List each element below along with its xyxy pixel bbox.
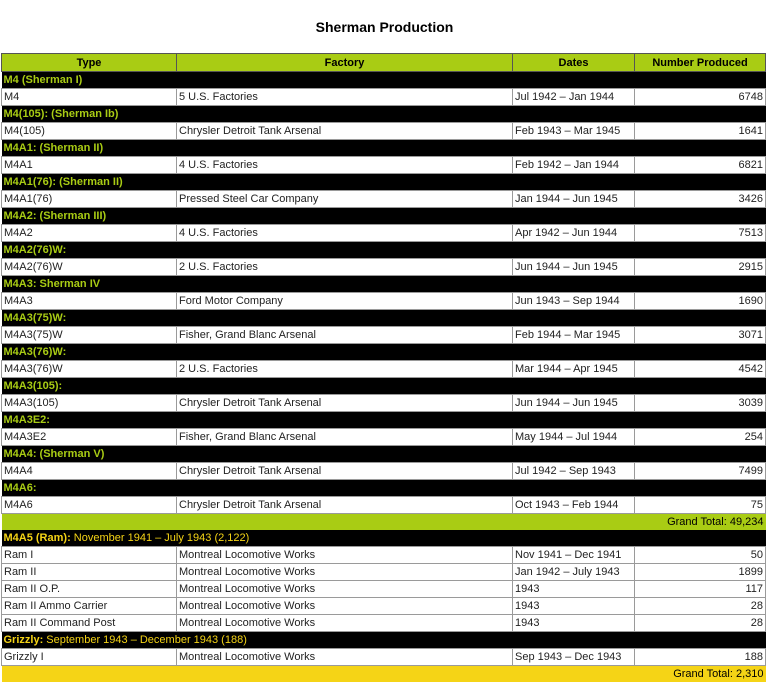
factory-cell: Chrysler Detroit Tank Arsenal xyxy=(177,463,513,480)
group-header xyxy=(2,344,766,361)
number-cell: 3071 xyxy=(635,327,766,344)
type-cell: Grizzly I xyxy=(2,649,177,666)
type-cell: M4A2 xyxy=(2,225,177,242)
number-cell: 2915 xyxy=(635,259,766,276)
type-cell: M4A6 xyxy=(2,497,177,514)
number-cell: 28 xyxy=(635,598,766,615)
group-detail: November 1941 – July 1943 (2,122) xyxy=(74,532,250,544)
factory-cell: Fisher, Grand Blanc Arsenal xyxy=(177,327,513,344)
factory-cell: Montreal Locomotive Works xyxy=(177,581,513,598)
number-cell: 3039 xyxy=(635,395,766,412)
dates-cell: Feb 1944 – Mar 1945 xyxy=(513,327,635,344)
dates-cell: 1943 xyxy=(513,598,635,615)
table-row xyxy=(2,649,766,666)
grand-total: Grand Total: 2,310 xyxy=(2,666,766,682)
group-header-row xyxy=(2,310,766,327)
factory-cell: 2 U.S. Factories xyxy=(177,259,513,276)
group-name: M4A5 (Ram): xyxy=(4,532,71,544)
group-header-row xyxy=(2,480,766,497)
group-header xyxy=(2,310,766,327)
table-row xyxy=(2,564,766,581)
group-name: M4A4: (Sherman V) xyxy=(4,448,105,460)
factory-cell: Fisher, Grand Blanc Arsenal xyxy=(177,429,513,446)
number-cell: 3426 xyxy=(635,191,766,208)
type-cell: M4 xyxy=(2,89,177,106)
table-body xyxy=(2,72,766,682)
group-name: M4A1: (Sherman II) xyxy=(4,142,104,154)
table-row xyxy=(2,547,766,564)
factory-cell: Montreal Locomotive Works xyxy=(177,547,513,564)
group-header-row xyxy=(2,106,766,123)
column-header-number: Number Produced xyxy=(635,54,766,72)
group-header xyxy=(2,276,766,293)
table-row xyxy=(2,123,766,140)
group-name: M4A3(76)W: xyxy=(4,346,67,358)
table-row xyxy=(2,259,766,276)
dates-cell: Feb 1943 – Mar 1945 xyxy=(513,123,635,140)
table-row xyxy=(2,191,766,208)
dates-cell: Jul 1942 – Sep 1943 xyxy=(513,463,635,480)
type-cell: Ram I xyxy=(2,547,177,564)
group-header xyxy=(2,446,766,463)
table-row xyxy=(2,615,766,632)
group-name: M4(105): (Sherman Ib) xyxy=(4,108,119,120)
number-cell: 254 xyxy=(635,429,766,446)
production-table xyxy=(1,53,766,682)
number-cell: 117 xyxy=(635,581,766,598)
group-header xyxy=(2,106,766,123)
factory-cell: Chrysler Detroit Tank Arsenal xyxy=(177,497,513,514)
group-header-row xyxy=(2,446,766,463)
number-cell: 188 xyxy=(635,649,766,666)
type-cell: M4A3 xyxy=(2,293,177,310)
group-header xyxy=(2,530,766,547)
factory-cell: Ford Motor Company xyxy=(177,293,513,310)
group-header xyxy=(2,480,766,497)
group-name: M4A2: (Sherman III) xyxy=(4,210,107,222)
type-cell: M4A3E2 xyxy=(2,429,177,446)
dates-cell: Jan 1944 – Jun 1945 xyxy=(513,191,635,208)
number-cell: 28 xyxy=(635,615,766,632)
group-name: M4A2(76)W: xyxy=(4,244,67,256)
number-cell: 7513 xyxy=(635,225,766,242)
group-header-row xyxy=(2,632,766,649)
dates-cell: Feb 1942 – Jan 1944 xyxy=(513,157,635,174)
group-header-row xyxy=(2,412,766,429)
group-name: M4A3E2: xyxy=(4,414,50,426)
group-header xyxy=(2,208,766,225)
dates-cell: Nov 1941 – Dec 1941 xyxy=(513,547,635,564)
number-cell: 6821 xyxy=(635,157,766,174)
factory-cell: Chrysler Detroit Tank Arsenal xyxy=(177,123,513,140)
number-cell: 1641 xyxy=(635,123,766,140)
group-name: M4A3(75)W: xyxy=(4,312,67,324)
dates-cell: Jan 1942 – July 1943 xyxy=(513,564,635,581)
factory-cell: Chrysler Detroit Tank Arsenal xyxy=(177,395,513,412)
group-header-row xyxy=(2,276,766,293)
group-header-row xyxy=(2,140,766,157)
dates-cell: Oct 1943 – Feb 1944 xyxy=(513,497,635,514)
dates-cell: 1943 xyxy=(513,581,635,598)
column-header-type: Type xyxy=(2,54,177,72)
type-cell: Ram II Command Post xyxy=(2,615,177,632)
column-header-factory: Factory xyxy=(177,54,513,72)
group-name: M4 (Sherman I) xyxy=(4,74,83,86)
page-title: Sherman Production xyxy=(0,19,769,35)
group-name: M4A3: Sherman IV xyxy=(4,278,101,290)
factory-cell: Pressed Steel Car Company xyxy=(177,191,513,208)
group-header xyxy=(2,378,766,395)
table-row xyxy=(2,157,766,174)
group-header-row xyxy=(2,344,766,361)
table-row xyxy=(2,429,766,446)
group-header-row xyxy=(2,530,766,547)
factory-cell: Montreal Locomotive Works xyxy=(177,598,513,615)
table-row xyxy=(2,361,766,378)
number-cell: 1899 xyxy=(635,564,766,581)
group-header-row xyxy=(2,208,766,225)
factory-cell: Montreal Locomotive Works xyxy=(177,564,513,581)
type-cell: M4(105) xyxy=(2,123,177,140)
table-row xyxy=(2,581,766,598)
type-cell: M4A2(76)W xyxy=(2,259,177,276)
type-cell: Ram II Ammo Carrier xyxy=(2,598,177,615)
group-name: M4A3(105): xyxy=(4,380,63,392)
table-header-row xyxy=(2,54,766,72)
factory-cell: Montreal Locomotive Works xyxy=(177,649,513,666)
type-cell: M4A4 xyxy=(2,463,177,480)
column-header-dates: Dates xyxy=(513,54,635,72)
group-name: M4A1(76): (Sherman II) xyxy=(4,176,123,188)
dates-cell: May 1944 – Jul 1944 xyxy=(513,429,635,446)
grand-total: Grand Total: 49,234 xyxy=(2,514,766,531)
type-cell: M4A3(75)W xyxy=(2,327,177,344)
dates-cell: Jul 1942 – Jan 1944 xyxy=(513,89,635,106)
number-cell: 50 xyxy=(635,547,766,564)
dates-cell: Jun 1943 – Sep 1944 xyxy=(513,293,635,310)
type-cell: Ram II O.P. xyxy=(2,581,177,598)
group-header-row xyxy=(2,242,766,259)
group-name: Grizzly: xyxy=(4,634,44,646)
factory-cell: 4 U.S. Factories xyxy=(177,157,513,174)
type-cell: M4A1 xyxy=(2,157,177,174)
group-header xyxy=(2,632,766,649)
factory-cell: 5 U.S. Factories xyxy=(177,89,513,106)
table-row xyxy=(2,497,766,514)
type-cell: Ram II xyxy=(2,564,177,581)
dates-cell: Jun 1944 – Jun 1945 xyxy=(513,259,635,276)
group-header xyxy=(2,174,766,191)
group-detail: September 1943 – December 1943 (188) xyxy=(46,634,247,646)
type-cell: M4A1(76) xyxy=(2,191,177,208)
number-cell: 7499 xyxy=(635,463,766,480)
table-row xyxy=(2,395,766,412)
group-header xyxy=(2,412,766,429)
type-cell: M4A3(105) xyxy=(2,395,177,412)
dates-cell: Jun 1944 – Jun 1945 xyxy=(513,395,635,412)
factory-cell: 2 U.S. Factories xyxy=(177,361,513,378)
group-header xyxy=(2,140,766,157)
number-cell: 4542 xyxy=(635,361,766,378)
table-row xyxy=(2,598,766,615)
group-header-row xyxy=(2,72,766,89)
table-row xyxy=(2,225,766,242)
dates-cell: Mar 1944 – Apr 1945 xyxy=(513,361,635,378)
number-cell: 75 xyxy=(635,497,766,514)
group-header-row xyxy=(2,378,766,395)
table-row xyxy=(2,463,766,480)
group-header xyxy=(2,72,766,89)
number-cell: 1690 xyxy=(635,293,766,310)
grand-total-row xyxy=(2,514,766,531)
group-header-row xyxy=(2,174,766,191)
dates-cell: 1943 xyxy=(513,615,635,632)
table-row xyxy=(2,327,766,344)
group-name: M4A6: xyxy=(4,482,37,494)
number-cell: 6748 xyxy=(635,89,766,106)
factory-cell: 4 U.S. Factories xyxy=(177,225,513,242)
table-row xyxy=(2,293,766,310)
dates-cell: Sep 1943 – Dec 1943 xyxy=(513,649,635,666)
dates-cell: Apr 1942 – Jun 1944 xyxy=(513,225,635,242)
table-row xyxy=(2,89,766,106)
factory-cell: Montreal Locomotive Works xyxy=(177,615,513,632)
group-header xyxy=(2,242,766,259)
type-cell: M4A3(76)W xyxy=(2,361,177,378)
